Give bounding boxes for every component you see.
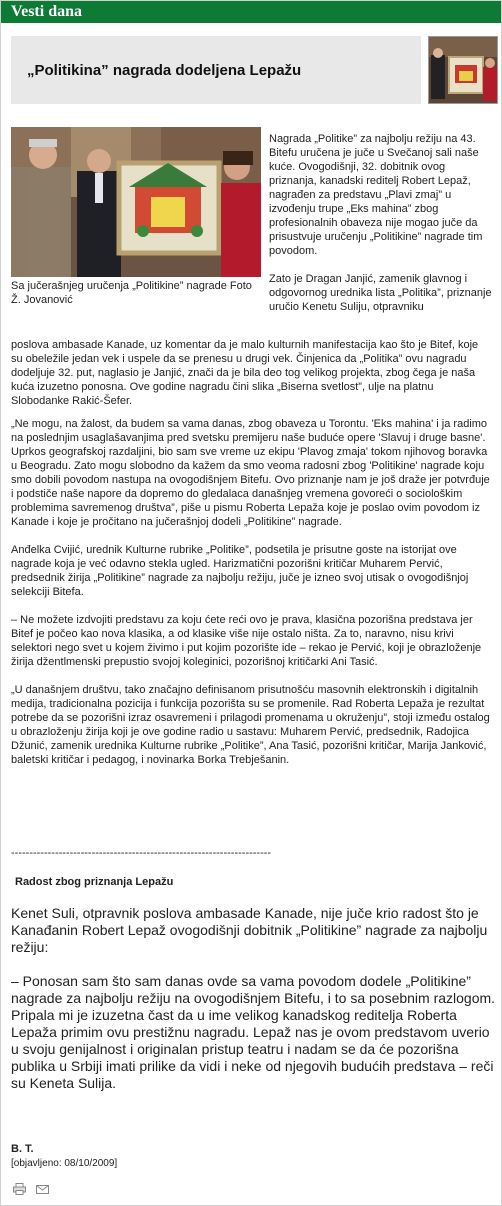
award-ceremony-photo <box>11 127 261 277</box>
print-icon[interactable] <box>13 1182 26 1200</box>
lead-text <box>269 132 493 328</box>
thumbnail-photo <box>429 37 498 104</box>
action-icons <box>13 1182 55 1200</box>
wrap-paragraph-bottom: poslova ambasade Kanade, uz komentar da je malo kulturnih manifestacija kao što je Bitef, koje su obeležile jedan vek i uspele da se prenesu u drugi vek. Činjenica da „Politika” ovu nagradu dodeljuje 32. put, naglasio je Janjić, znači da je bila deo tog velikog projekta, zbog čega je naša kuća izuzetno ponosna. Ove godine nagradu čini slika „Biserna svetlost”, ulje na platnu Slobodanke Rakić-Šefer. <box>11 339 479 407</box>
email-icon[interactable] <box>36 1182 49 1200</box>
article-paragraph: – Ne možete izdvojiti predstavu za koju ćete reći ovo je prava, klasična pozorišna predstava jer Bitef je počeo kao nova klasika, a od klasike više nije ostalo ništa. Za to, naravno, nisu krivi selektori nego svet u kojem živimo i put kojim pozorište ide – rekao je Pervić, koji je obrazloženje žirija džentlmenski prepustio svojoj koleginici, pozorišnoj kritičarki Ani Tasić. <box>11 614 482 668</box>
article-title: „Politikina” nagrada dodeljena Lepažu <box>27 62 302 79</box>
publish-date: [objavljeno: 08/10/2009] <box>11 1158 118 1169</box>
article-body <box>11 417 491 781</box>
title-box <box>11 36 421 104</box>
article-paragraph: „Ne mogu, na žalost, da budem sa vama danas, zbog obaveza u Torontu. 'Eks mahina' i ja radimo na poslednjim usaglašavanjima pred svetsku premijeru naše buduće opere 'Slavuj i druge basne'. Uprkos geografskoj razdaljini, bio sam sve vreme uz ekipu 'Plavog zmaja' tokom njihovog boravka u Beogradu. Zato mogu slobodno da kažem da smo veoma radosni zbog 'Politikine' nagrade koju smo dobili povodom nastupa na ovogodišnjem Bitefu. Ovo priznanje nam je još draže jer potvrđuje i podstiče naše napore da dopremo do gledalaca današnjeg vremena govoreći o sociološkim problemima savremenog društva”, piše u pismu Roberta Lepaža koje je poslao ovim povodom iz Kanade i koje je pročitano na jučerašnjoj dodeli „Politikine” nagrade. <box>11 418 490 528</box>
lead-paragraph: Nagrada „Politike” za najbolju režiju na 43. Bitefu uručena je juče u Svečanoj sali naše kuće. Ovogodišnji, 32. dobitnik ovog priznanja, kanadski reditelj Robert Lepaž, nagrađen za predstavu „Plavi zmaj” u izvođenju trupe „Eks mahina” zbog profesionalnih obaveza nije mogao juče da prisustvuje uručenju „Politikine” nagrade tim povodom. <box>269 133 483 257</box>
section-header: Vesti dana <box>1 1 501 23</box>
divider-line: ----------------------------------------------------------------------- <box>11 847 272 859</box>
wrap-paragraph-top: Zato je Dragan Janjić, zamenik glavnog i odgovornog urednika lista „Politika”, priznanje uručio Kenetu Suliju, otpravniku <box>269 273 492 313</box>
author: B. T. <box>11 1143 34 1155</box>
quote-section <box>11 905 497 1109</box>
subheading: Radost zbog priznanja Lepažu <box>15 876 174 888</box>
article-paragraph: Anđelka Cvijić, urednik Kulturne rubrike „Politike”, podsetila je prisutne goste na istorijat ove nagrade koja je već odavno stekla ugled. Harizmatični pozorišni kritičar Muharem Pervić, predsednik žirija „Politikine” nagrade za najbolju režiju, juče je izneo svoj utisak o ovogodišnjoj selekciji Bitefa. <box>11 544 469 598</box>
article-paragraph: „U današnjem društvu, tako značajno definisanom prisutnošću masovnih elektronskih i digitalnih medija, tradicionalna pozicija i funkcija pozorišta su se promenile. Rad Roberta Lepaža je rezultat potrebe da se pozorišni izraz osavremeni i prilagodi promenama u okruženju”, stoji između ostalog u obrazloženju žirija koji je ove godine radio u sastavu: Muharem Pervić, predsednik, Radojica Džunić, zamenik urednika Kulturne rubrike „Politike”, Ana Tasić, pozorišni kritičar, Marija Janković, baletski kritičar i pedagog, i novinarka Borka Trebješanin. <box>11 684 490 766</box>
article-body-top <box>11 338 491 422</box>
quote-paragraph: – Ponosan sam što sam danas ovde sa vama povodom dodele „Politikine” nagrade za najbolju režiju na ovogodišnjem Bitefu, i to sa posebnim razlogom. Pripala mi je izuzetna čast da u ime velikog kanadskog reditelja Roberta Lepaža primim ovu prestižnu nagradu. Lepaž nas je ovom predstavom uverio u svoju genijalnost i originalan pristup teatru i nadam se da će pozorišna publika u Srbiji imati prilike da vidi i neke od njegovih budućih predstava – reči su Keneta Sulija. <box>11 973 496 1091</box>
photo-caption: Sa jučerašnjeg uručenja „Politikine” nagrade Foto Ž. Jovanović <box>11 280 252 306</box>
article-photo <box>11 127 261 277</box>
quote-paragraph: Kenet Suli, otpravnik poslova ambasade Kanade, nije juče krio radost što je Kanađanin Robert Lepaž ovogodišnji dobitnik „Politikine” nagrade za najbolju režiju: <box>11 905 488 955</box>
thumbnail-image[interactable] <box>428 36 498 104</box>
